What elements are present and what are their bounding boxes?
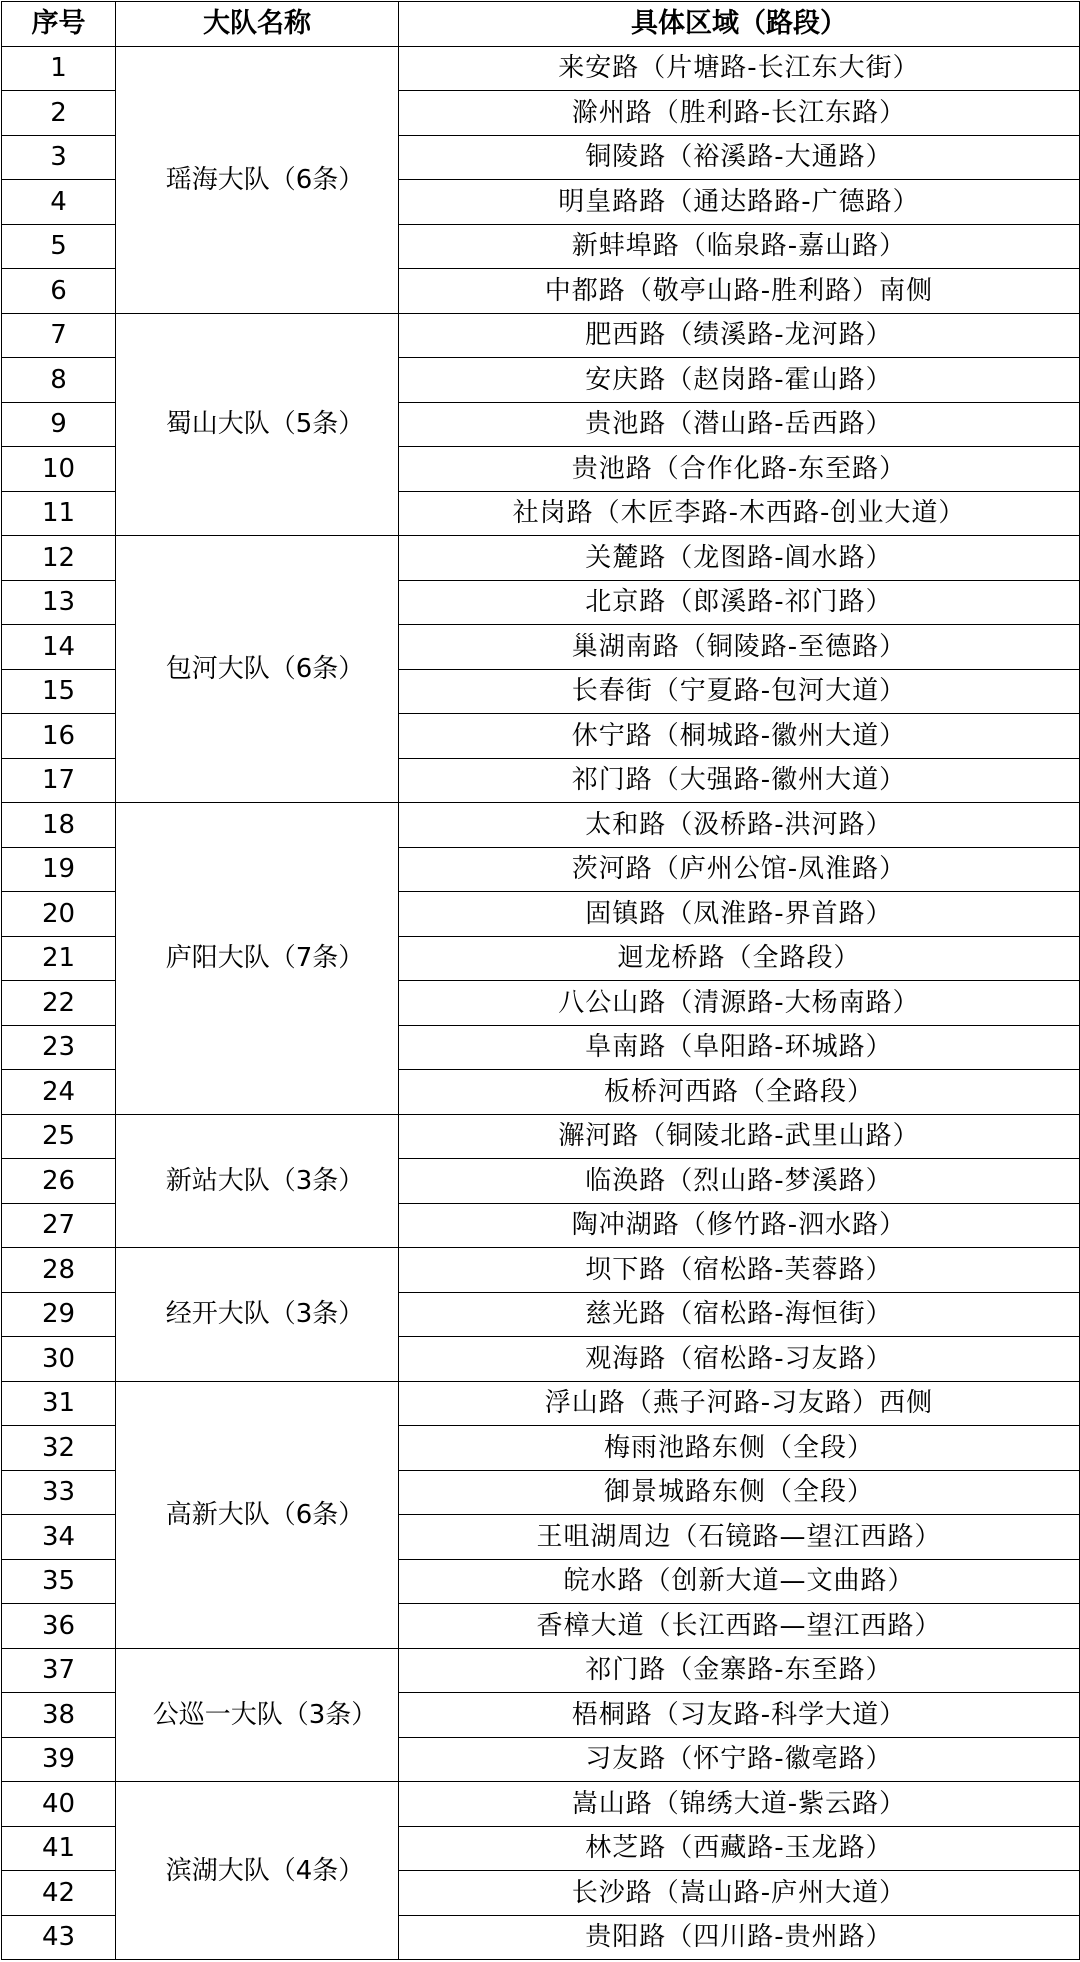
serial-number-cell: 21 (2, 936, 116, 981)
road-section-cell: 茨河路（庐州公馆-凤淮路） (399, 847, 1080, 892)
serial-number-cell: 23 (2, 1025, 116, 1070)
serial-number-cell: 38 (2, 1693, 116, 1738)
road-section-cell: 观海路（宿松路-习友路） (399, 1337, 1080, 1382)
header-serial-number: 序号 (2, 2, 116, 47)
road-section-cell: 休宁路（桐城路-徽州大道） (399, 714, 1080, 759)
table-row (2, 803, 1080, 848)
road-section-cell: 八公山路（清源路-大杨南路） (399, 981, 1080, 1026)
brigade-name-cell: 高新大队（6条） (116, 1381, 399, 1648)
road-section-cell: 固镇路（凤淮路-界首路） (399, 892, 1080, 937)
serial-number-cell: 13 (2, 580, 116, 625)
header-specific-area: 具体区域（路段） (399, 2, 1080, 47)
road-section-cell: 嵩山路（锦绣大道-紫云路） (399, 1782, 1080, 1827)
road-section-cell: 皖水路（创新大道—文曲路） (399, 1559, 1080, 1604)
serial-number-cell: 4 (2, 180, 116, 225)
serial-number-cell: 6 (2, 269, 116, 314)
table-row (2, 1114, 1080, 1159)
road-section-cell: 安庆路（赵岗路-霍山路） (399, 358, 1080, 403)
serial-number-cell: 5 (2, 224, 116, 269)
serial-number-cell: 12 (2, 536, 116, 581)
serial-number-cell: 3 (2, 135, 116, 180)
serial-number-cell: 26 (2, 1159, 116, 1204)
road-section-cell: 滁州路（胜利路-长江东路） (399, 91, 1080, 136)
serial-number-cell: 27 (2, 1203, 116, 1248)
serial-number-cell: 17 (2, 758, 116, 803)
brigade-name-cell: 公巡一大队（3条） (116, 1648, 399, 1782)
serial-number-cell: 2 (2, 91, 116, 136)
road-section-cell: 新蚌埠路（临泉路-嘉山路） (399, 224, 1080, 269)
road-section-cell: 巢湖南路（铜陵路-至德路） (399, 625, 1080, 670)
brigade-name-cell: 滨湖大队（4条） (116, 1782, 399, 1960)
serial-number-cell: 8 (2, 358, 116, 403)
serial-number-cell: 9 (2, 402, 116, 447)
brigade-name-cell: 经开大队（3条） (116, 1248, 399, 1382)
road-section-cell: 梧桐路（习友路-科学大道） (399, 1693, 1080, 1738)
road-section-cell: 明皇路路（通达路路-广德路） (399, 180, 1080, 225)
table-row (2, 46, 1080, 91)
road-section-cell: 贵池路（潜山路-岳西路） (399, 402, 1080, 447)
road-section-cell: 临涣路（烈山路-梦溪路） (399, 1159, 1080, 1204)
table-row (2, 1381, 1080, 1426)
serial-number-cell: 43 (2, 1915, 116, 1960)
serial-number-cell: 20 (2, 892, 116, 937)
serial-number-cell: 15 (2, 669, 116, 714)
table-row (2, 1248, 1080, 1293)
table-body (2, 46, 1080, 1960)
road-section-cell: 坝下路（宿松路-芙蓉路） (399, 1248, 1080, 1293)
header-row (2, 2, 1080, 47)
road-section-cell: 王咀湖周边（石镜路—望江西路） (399, 1515, 1080, 1560)
brigade-name-cell: 瑶海大队（6条） (116, 46, 399, 313)
table-row (2, 313, 1080, 358)
serial-number-cell: 39 (2, 1737, 116, 1782)
road-section-cell: 长春街（宁夏路-包河大道） (399, 669, 1080, 714)
serial-number-cell: 29 (2, 1292, 116, 1337)
serial-number-cell: 1 (2, 46, 116, 91)
road-section-cell: 肥西路（绩溪路-龙河路） (399, 313, 1080, 358)
brigade-name-cell: 新站大队（3条） (116, 1114, 399, 1248)
road-section-cell: 祁门路（金寨路-东至路） (399, 1648, 1080, 1693)
road-section-cell: 北京路（郎溪路-祁门路） (399, 580, 1080, 625)
road-section-cell: 陶冲湖路（修竹路-泗水路） (399, 1203, 1080, 1248)
serial-number-cell: 10 (2, 447, 116, 492)
road-table (1, 1, 1080, 1960)
road-section-cell: 中都路（敬亭山路-胜利路）南侧 (399, 269, 1080, 314)
road-section-cell: 太和路（汲桥路-洪河路） (399, 803, 1080, 848)
road-section-cell: 浮山路（燕子河路-习友路）西侧 (399, 1381, 1080, 1426)
road-section-cell: 贵池路（合作化路-东至路） (399, 447, 1080, 492)
serial-number-cell: 31 (2, 1381, 116, 1426)
serial-number-cell: 37 (2, 1648, 116, 1693)
table-row (2, 536, 1080, 581)
serial-number-cell: 34 (2, 1515, 116, 1560)
road-section-cell: 板桥河西路（全路段） (399, 1070, 1080, 1115)
road-section-cell: 迴龙桥路（全路段） (399, 936, 1080, 981)
road-section-cell: 澥河路（铜陵北路-武里山路） (399, 1114, 1080, 1159)
table-row (2, 1782, 1080, 1827)
serial-number-cell: 7 (2, 313, 116, 358)
road-section-cell: 御景城路东侧（全段） (399, 1470, 1080, 1515)
header-brigade-name: 大队名称 (116, 2, 399, 47)
serial-number-cell: 36 (2, 1604, 116, 1649)
road-section-cell: 梅雨池路东侧（全段） (399, 1426, 1080, 1471)
road-section-cell: 习友路（怀宁路-徽亳路） (399, 1737, 1080, 1782)
road-section-cell: 铜陵路（裕溪路-大通路） (399, 135, 1080, 180)
road-section-cell: 关麓路（龙图路-阊水路） (399, 536, 1080, 581)
serial-number-cell: 11 (2, 491, 116, 536)
road-section-cell: 来安路（片塘路-长江东大街） (399, 46, 1080, 91)
brigade-name-cell: 包河大队（6条） (116, 536, 399, 803)
serial-number-cell: 40 (2, 1782, 116, 1827)
road-section-cell: 慈光路（宿松路-海恒街） (399, 1292, 1080, 1337)
serial-number-cell: 25 (2, 1114, 116, 1159)
serial-number-cell: 32 (2, 1426, 116, 1471)
road-section-cell: 贵阳路（四川路-贵州路） (399, 1915, 1080, 1960)
road-section-cell: 祁门路（大强路-徽州大道） (399, 758, 1080, 803)
serial-number-cell: 19 (2, 847, 116, 892)
serial-number-cell: 24 (2, 1070, 116, 1115)
serial-number-cell: 18 (2, 803, 116, 848)
road-section-cell: 林芝路（西藏路-玉龙路） (399, 1826, 1080, 1871)
serial-number-cell: 16 (2, 714, 116, 759)
serial-number-cell: 42 (2, 1871, 116, 1916)
road-section-cell: 长沙路（嵩山路-庐州大道） (399, 1871, 1080, 1916)
serial-number-cell: 14 (2, 625, 116, 670)
brigade-name-cell: 庐阳大队（7条） (116, 803, 399, 1115)
serial-number-cell: 28 (2, 1248, 116, 1293)
serial-number-cell: 33 (2, 1470, 116, 1515)
table-row (2, 1648, 1080, 1693)
brigade-name-cell: 蜀山大队（5条） (116, 313, 399, 536)
serial-number-cell: 22 (2, 981, 116, 1026)
road-section-cell: 香樟大道（长江西路—望江西路） (399, 1604, 1080, 1649)
serial-number-cell: 35 (2, 1559, 116, 1604)
road-section-cell: 社岗路（木匠李路-木西路-创业大道） (399, 491, 1080, 536)
serial-number-cell: 41 (2, 1826, 116, 1871)
serial-number-cell: 30 (2, 1337, 116, 1382)
road-section-cell: 阜南路（阜阳路-环城路） (399, 1025, 1080, 1070)
